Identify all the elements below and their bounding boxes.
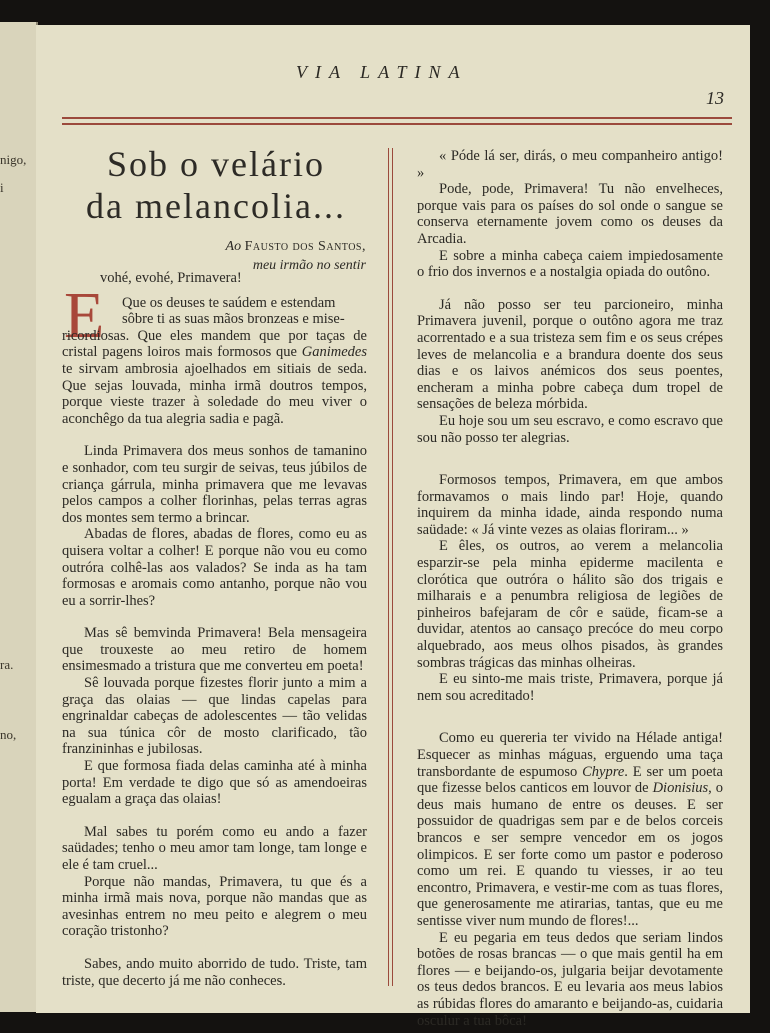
paragraph: Eu hoje sou um seu escravo, e como escravo que sou não posso ter alegrias. xyxy=(417,412,723,446)
paragraph-text: , o deus mais humano de entre os deuses. E ser possuidor de quadrigas sem par e de belos corceis brancos e ser sempre vencedor em os jogos olimpicos. E ser forte como um pastor e poderoso como um rei. E quando tu viesses, ir ao teu encontro, Primavera, e vestir-me com as tuas flores, que generosamente me atirarias, tantas, que eu me sentisse viver num mundo de flores!... xyxy=(417,780,724,929)
paragraph: E que formosa fiada delas caminha até à minha porta! Em verdade te digo que só as amendoeiras egualam a graça das olaias! xyxy=(62,758,367,808)
paragraph: E êles, os outros, ao verem a melancolia esparzir-se pela minha epiderme macilenta e clorótica que outróra o hálito são dos trigais e milharais e a penumbra religiosa de legiões de pinheiros bafejaram de côr e saüde, ficam-se a duvidar, atentos ao cansaço precóce do meu corpo alquebrado, aos meus olhos pisados, às grandes sombras trágicas das minhas olheiras. xyxy=(417,538,723,671)
paragraph xyxy=(62,328,367,428)
paragraph: Sê louvada porque fizestes florir junto a mim a graça das olaias — que lindas capelas para engrinaldar cabeças de adolescentes — tão velidas na sua túnica côr de mosto clarificado, tão franzininhas e jubilosas. xyxy=(62,675,367,758)
drop-cap: E xyxy=(64,279,105,352)
previous-page-edge xyxy=(0,22,38,1012)
paragraph: Já não posso ser teu parcioneiro, minha Primavera juvenil, porque o outôno agora me traz acorrentado e a sua tristeza sem fim e os seus crépes leves de melancolia e a brandura doente dos seus dias e os laivos anémicos dos seus poentes, encheram a minha pobre cabeça dum tropel de sensações de beleza mórbida. xyxy=(417,296,723,413)
italic-name: Chypre xyxy=(582,763,625,780)
title-line: da melancolia... xyxy=(86,186,346,226)
paragraph: « Póde lá ser, dirás, o meu companheiro antigo! » xyxy=(417,148,723,181)
paragraph: Porque não mandas, Primavera, tu que és a minha irmã mais nova, porque não mandas que as avesinhas entrem no meu peito e alegrem o meu coração tristonho? xyxy=(62,873,367,940)
left-page-fragment: ra. xyxy=(0,657,14,672)
header-rule-bottom xyxy=(62,123,732,125)
running-header: VIA LATINA xyxy=(296,62,468,82)
column-right xyxy=(417,148,723,1029)
column-divider xyxy=(388,148,389,986)
left-page-fragment: no, xyxy=(0,727,17,742)
dedication-prefix: Ao xyxy=(225,239,242,254)
column-left xyxy=(62,270,367,989)
paragraph: sôbre ti as suas mãos bronzeas e mise- xyxy=(122,311,345,328)
paragraph: Formosos tempos, Primavera, em que ambos formavamos o mais lindo par! Hoje, quando inquirem da minha idade, ainda respondo numa saüdade: « Já vinte vezes as olaias floriram... » xyxy=(417,472,723,538)
paragraph: Sabes, ando muito aborrido de tudo. Triste, tam triste, que decerto já me não conheces. xyxy=(62,955,367,989)
italic-name: Dionisius xyxy=(652,780,709,797)
article-title xyxy=(66,143,366,227)
paragraph: Linda Primavera dos meus sonhos de tamanino e sonhador, com teu surgir de seivas, teus júbilos de criança gárrula, minha primavera que me levavas pelos campos a colher florinhas, pelas terras agras dos montes sem termo a brincar. xyxy=(62,443,367,526)
left-page-fragment: nigo, xyxy=(0,152,27,167)
paragraph: Mas sê bemvinda Primavera! Bela mensageira que trouxeste ao meu retiro de homem ensimesmado a tristura que me converteu em poeta! xyxy=(62,625,367,675)
paragraph: Que os deuses te saúdem e estendam xyxy=(122,294,336,311)
paragraph xyxy=(417,730,723,929)
title-line: Sob o velário xyxy=(107,144,325,184)
dedication-name: Fausto dos Santos, xyxy=(244,239,366,254)
paragraph: E eu sinto-me mais triste, Primavera, porque já nem sou acreditado! xyxy=(417,671,723,704)
paragraph: E sobre a minha cabeça caiem impiedosamente o frio dos invernos e a nostalgia opiada do outôno. xyxy=(417,247,723,281)
page-background-edge xyxy=(750,25,770,1013)
paragraph: Mal sabes tu porém como eu ando a fazer saüdades; tenho o meu amor tam longe, tam longe e ele é tam cruel... xyxy=(62,823,367,873)
paragraph-text: . E ser um poeta que fizesse belos canticos em louvor de xyxy=(417,763,723,797)
paragraph-text: Como eu quereria ter vivido na Hélade antiga! Esquecer as minhas máguas, erguendo uma taça transbordante de espumoso xyxy=(417,730,723,780)
column-divider xyxy=(392,148,393,986)
paragraph-text: te sirvam ambrosia ajoelhados em sitiais de seda. Que sejas louvada, minha irmã doutros tempos, porque vieste trazer à soledade do meu viver o aconchêgo da tua alegria sadia e pagã. xyxy=(62,360,367,427)
header-rule-top xyxy=(62,117,732,119)
paragraph: Pode, pode, Primavera! Tu não envelheces, porque vais para os países do sol onde o sangue se conserva eternamente jovem como os deuses da Arcadia. xyxy=(417,181,723,247)
paragraph: Abadas de flores, abadas de flores, como eu as quisera voltar a colher! E porque não vou eu como outróra colhê-las aos valados? Se inda as ha tam formosas e aromais como antanho, porque não vou eu a sorrir-lhes? xyxy=(62,526,367,609)
dedication-line: meu irmão no sentir xyxy=(252,258,366,273)
paragraph: vohé, evohé, Primavera! xyxy=(100,270,242,286)
left-page-fragment: i xyxy=(0,180,4,195)
page-number: 13 xyxy=(706,88,724,108)
paragraph-text: ricordiosas. Que eles mandem que por taças de cristal pagens loiros mais formosos que xyxy=(62,327,367,361)
italic-name: Ganimedes xyxy=(301,344,368,361)
paragraph: E eu pegaria em teus dedos que seriam lindos botões de rosas brancas — o que mais gentil ha em flores — e beijando-os, julgaria beijar devotamente os teus dedos brancos. E eu levaria aos meus labios as rúbidas flores do amaranto e beijando-as, cuidaria osculur a tua bôca! xyxy=(417,929,723,1029)
